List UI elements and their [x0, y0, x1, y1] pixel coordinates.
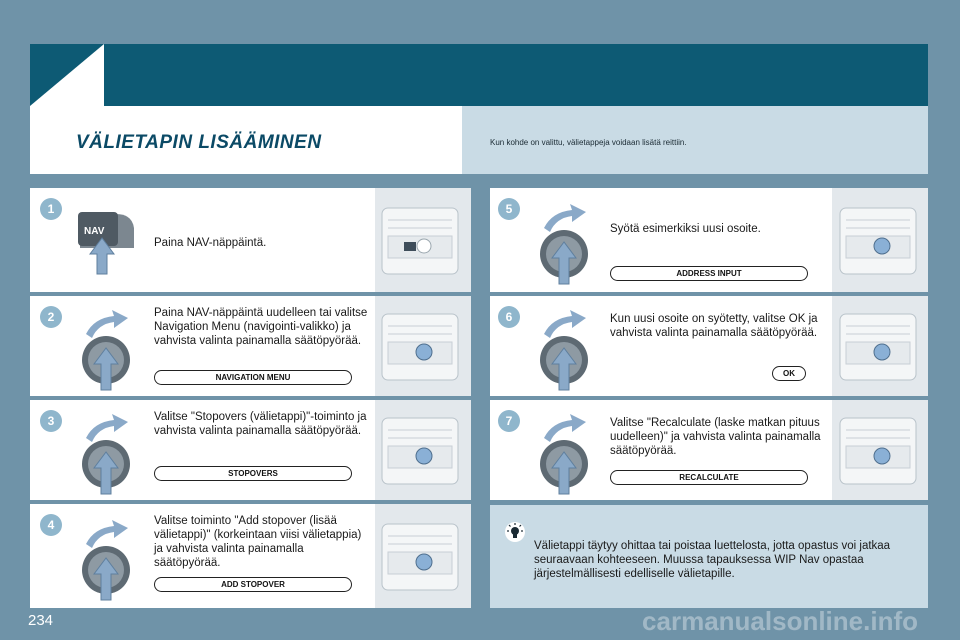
radio-panel-icon — [380, 416, 460, 486]
radio-panel-icon — [838, 416, 918, 486]
radio-panel-icon — [380, 522, 460, 592]
step-text: Syötä esimerkiksi uusi osoite. — [610, 223, 761, 235]
radio-panel-icon — [838, 206, 918, 276]
nav-key-label: NAV — [84, 226, 105, 237]
rotary-knob-icon — [530, 304, 602, 394]
page-number: 234 — [28, 612, 54, 629]
step-number: 1 — [40, 198, 62, 220]
nav-key-icon — [72, 204, 144, 278]
lightbulb-icon — [504, 521, 526, 543]
step-card-6 — [490, 296, 928, 396]
add-stopover-button[interactable]: ADD STOPOVER — [154, 577, 352, 592]
radio-panel-icon — [838, 312, 918, 382]
header-wedge — [30, 44, 104, 106]
step-card-5 — [490, 188, 928, 292]
page-title: VÄLIETAPIN LISÄÄMINEN — [76, 132, 322, 153]
intro-text: Kun kohde on valittu, välietappeja voidaan lisätä reittiin. — [490, 138, 687, 147]
ok-button[interactable]: OK — [772, 366, 806, 381]
step-text: Valitse toiminto "Add stopover (lisää välietappi)" (korkeintaan viisi välietappia) ja vahvista valinta painamalla säätöpyörää. — [154, 515, 362, 569]
step-card-3 — [30, 400, 471, 500]
step-number: 6 — [498, 306, 520, 328]
rotary-knob-icon — [72, 408, 144, 498]
step-text: Kun uusi osoite on syötetty, valitse OK ja vahvista valinta painamalla säätöpyörää. — [610, 313, 818, 339]
radio-panel-icon — [380, 312, 460, 382]
step-number: 3 — [40, 410, 62, 432]
step-card-7 — [490, 400, 928, 500]
step-number: 5 — [498, 198, 520, 220]
step-number: 2 — [40, 306, 62, 328]
step-number: 4 — [40, 514, 62, 536]
step-text: Valitse "Stopovers (välietappi)"-toiminto ja vahvista valinta painamalla säätöpyörää. — [154, 411, 367, 437]
rotary-knob-icon — [72, 514, 144, 604]
top-banner — [30, 44, 928, 106]
recalculate-button[interactable]: RECALCULATE — [610, 470, 808, 485]
watermark: carmanualsonline.info — [642, 606, 918, 636]
step-text: Paina NAV-näppäintä. — [154, 237, 267, 249]
stopovers-button[interactable]: STOPOVERS — [154, 466, 352, 481]
tip-note — [490, 505, 928, 608]
step-card-1 — [30, 188, 471, 292]
rotary-knob-icon — [530, 408, 602, 498]
address-input-button[interactable]: ADDRESS INPUT — [610, 266, 808, 281]
radio-panel-icon — [380, 206, 460, 276]
rotary-knob-icon — [530, 198, 602, 288]
step-card-4 — [30, 504, 471, 608]
header — [30, 106, 928, 174]
step-card-2 — [30, 296, 471, 396]
rotary-knob-icon — [72, 304, 144, 394]
step-text: Valitse "Recalculate (laske matkan pituus uudelleen)" ja vahvista valinta painamalla säätöpyörää. — [610, 417, 821, 457]
step-text: Paina NAV-näppäintä uudelleen tai valitse Navigation Menu (navigointi-valikko) ja vahvista valinta painamalla säätöpyörää. — [154, 307, 368, 347]
tip-text: Välietappi täytyy ohittaa tai poistaa luettelosta, jotta opastus voi jatkaa seuraavaan kohteeseen. Muussa tapauksessa WIP Nav opastaa järjestelmällisesti edelliselle välietapille. — [534, 540, 891, 580]
step-number: 7 — [498, 410, 520, 432]
navigation-menu-button[interactable]: NAVIGATION MENU — [154, 370, 352, 385]
